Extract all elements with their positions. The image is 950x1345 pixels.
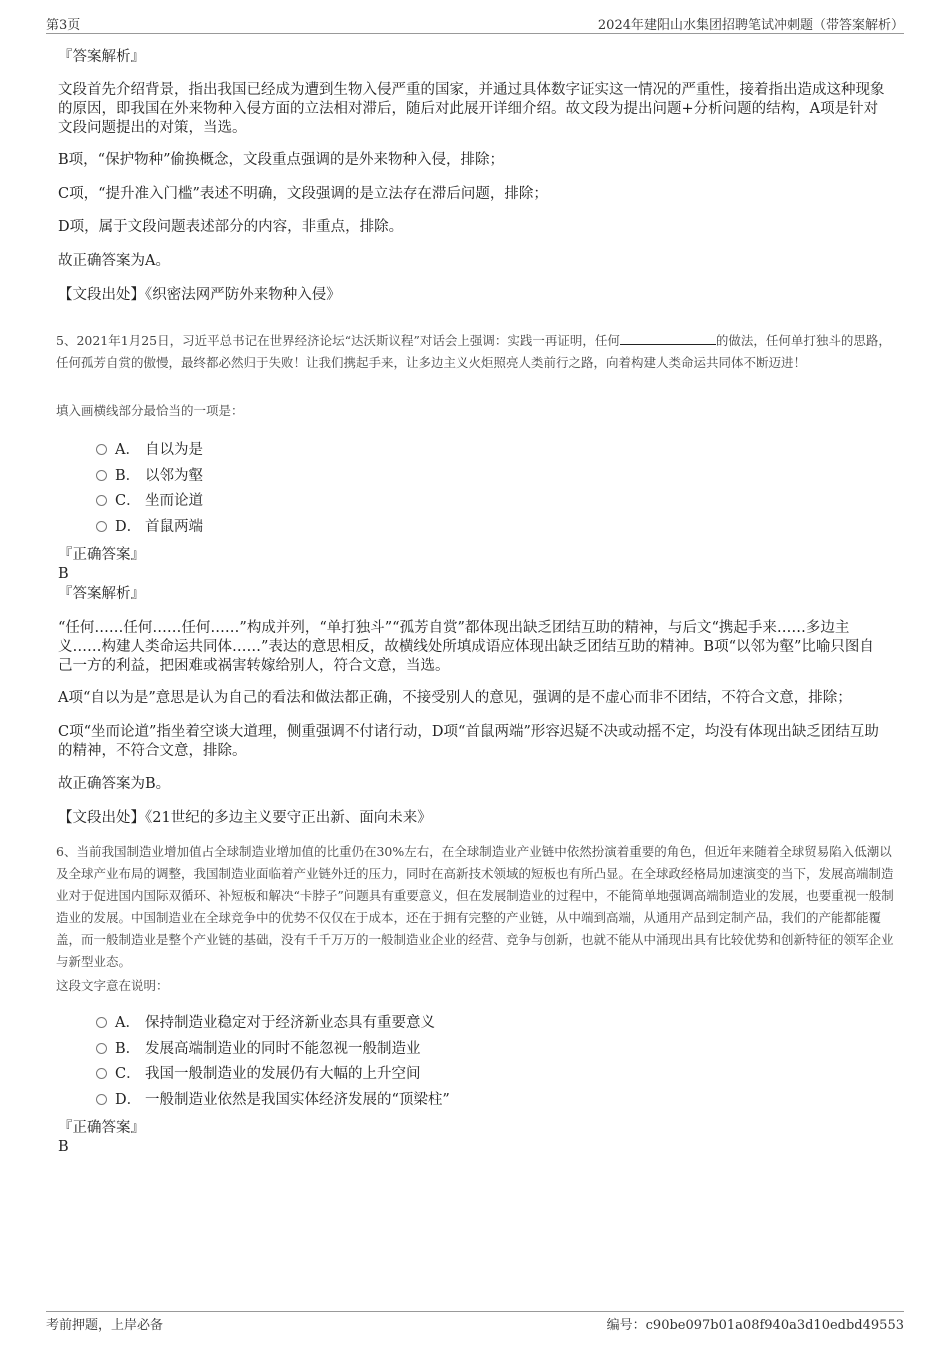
radio-icon[interactable] [96, 1094, 107, 1105]
q6-correct-answer: B [58, 1139, 69, 1155]
page-number: 第3页 [46, 18, 81, 33]
q5-correct-label: 『正确答案』 [58, 547, 145, 563]
q4-analysis-p2: B项，“保护物种”偷换概念，文段重点强调的是外来物种入侵，排除； [58, 152, 504, 168]
document-title: 2024年建阳山水集团招聘笔试冲刺题（带答案解析） [597, 18, 904, 33]
q4-analysis-p3: C项，“提升准入门槛”表述不明确，文段强调的是立法存在滞后问题，排除； [58, 186, 548, 202]
q5-prompt: 填入画横线部分最恰当的一项是： [56, 403, 244, 418]
q6-stem: 6、当前我国制造业增加值占全球制造业增加值的比重仍在30%左右，在全球制造业产业链中依然扮演着重要的角色，但近年来随着全球贸易陷入低潮以及全球产业布局的调整，我国制造业面临着产业链外迁的压力，同时在高新技术领域的短板也有所凸显。在全球政经格局加速演变的当下，发展高端制造业对于促进国内国际双循环、补短板和解决“卡脖子”问题具有重要意义，但在发展制造业的过程中，不能简单地强调高端制造业的发展，也要重视一般制造业的发展。中国制造业在全球竞争中的优势不仅仅在于成本，还在于拥有完整的产业链，从中端到高端，从通用产品到定制产品，我们的产能都能覆盖，而一般制造业是整个产业链的基础，没有千千万万的一般制造业企业的经营、竞争与创新，也就不能从中涌现出具有比较优势和创新特征的领军企业与新型业态。 [56, 844, 894, 969]
q6-prompt: 这段文字意在说明： [56, 978, 169, 993]
q5-source: 【文段出处】《21世纪的多边主义要守正出新、面向未来》 [58, 810, 432, 826]
footer-divider [46, 1311, 904, 1312]
radio-icon[interactable] [96, 1043, 107, 1054]
q4-analysis-p1: 文段首先介绍背景，指出我国已经成为遭到生物入侵严重的国家，并通过具体数字证实这一情况的严重性，接着指出造成这种现象的原因，即我国在外来物种入侵方面的立法相对滞后，随后对此展开详细介绍。故文段为提出问题+分析问题的结构，A项是针对文段问题提出的对策，当选。 [58, 82, 885, 136]
q5-option-a[interactable]: A． 自以为是 [96, 440, 203, 460]
q4-analysis-label: 『答案解析』 [58, 49, 145, 65]
radio-icon[interactable] [96, 444, 107, 455]
q5-blank [620, 331, 716, 345]
footer-slogan: 考前押题，上岸必备 [46, 1318, 164, 1333]
q5-stem: 5、2021年1月25日，习近平总书记在世界经济论坛“达沃斯议程”对话会上强调：实践一再证明，任何 的做法，任何单打独斗的思路，任何孤芳自赏的傲慢，最终都必然归于失败！让我们携起手来，让多边主义火炬照亮人类前行之路，向着构建人类命运共同体不断迈进！ [56, 333, 891, 370]
radio-icon[interactable] [96, 470, 107, 481]
radio-icon[interactable] [96, 521, 107, 532]
q6-option-a[interactable]: A． 保持制造业稳定对于经济新业态具有重要意义 [96, 1013, 435, 1033]
q5-option-d[interactable]: D． 首鼠两端 [96, 517, 203, 537]
q6-option-d[interactable]: D． 一般制造业依然是我国实体经济发展的“顶梁柱” [96, 1090, 450, 1110]
q4-analysis-p4: D项，属于文段问题表述部分的内容，非重点，排除。 [58, 219, 404, 235]
q5-analysis-p1: “任何……任何……任何……”构成并列，“单打独斗”“孤芳自赏”都体现出缺乏团结互助的精神，与后文“携起手来……多边主义……构建人类命运共同体……”表达的意思相反，故横线处所填成语应体现出缺乏团结互助的精神。B项“以邻为壑”比喻只图自己一方的利益，把困难或祸害转嫁给别人，符合文意，当选。 [58, 620, 874, 674]
radio-icon[interactable] [96, 495, 107, 506]
q5-analysis-p2: A项“自以为是”意思是认为自己的看法和做法都正确，不接受别人的意见，强调的是不虚心而非不团结，不符合文意，排除； [58, 690, 852, 706]
q5-analysis-p3: C项“坐而论道”指坐着空谈大道理，侧重强调不付诸行动，D项“首鼠两端”形容迟疑不决或动摇不定，均没有体现出缺乏团结互助的精神，不符合文意，排除。 [58, 724, 879, 759]
q5-option-b[interactable]: B． 以邻为壑 [96, 466, 203, 486]
q4-source: 【文段出处】《织密法网严防外来物种入侵》 [58, 287, 341, 303]
radio-icon[interactable] [96, 1068, 107, 1079]
q5-correct-answer: B [58, 566, 69, 582]
q5-option-c[interactable]: C． 坐而论道 [96, 491, 203, 511]
q5-analysis-conclusion: 故正确答案为B。 [58, 776, 171, 792]
document-code: 编号：c90be097b01a08f940a3d10edbd49553 [606, 1318, 904, 1333]
q5-analysis-label: 『答案解析』 [58, 586, 145, 602]
q6-option-b[interactable]: B． 发展高端制造业的同时不能忽视一般制造业 [96, 1039, 421, 1059]
q4-analysis-conclusion: 故正确答案为A。 [58, 253, 170, 269]
header-divider [46, 33, 904, 34]
radio-icon[interactable] [96, 1017, 107, 1028]
q6-correct-label: 『正确答案』 [58, 1120, 145, 1136]
q6-option-c[interactable]: C． 我国一般制造业的发展仍有大幅的上升空间 [96, 1064, 421, 1084]
